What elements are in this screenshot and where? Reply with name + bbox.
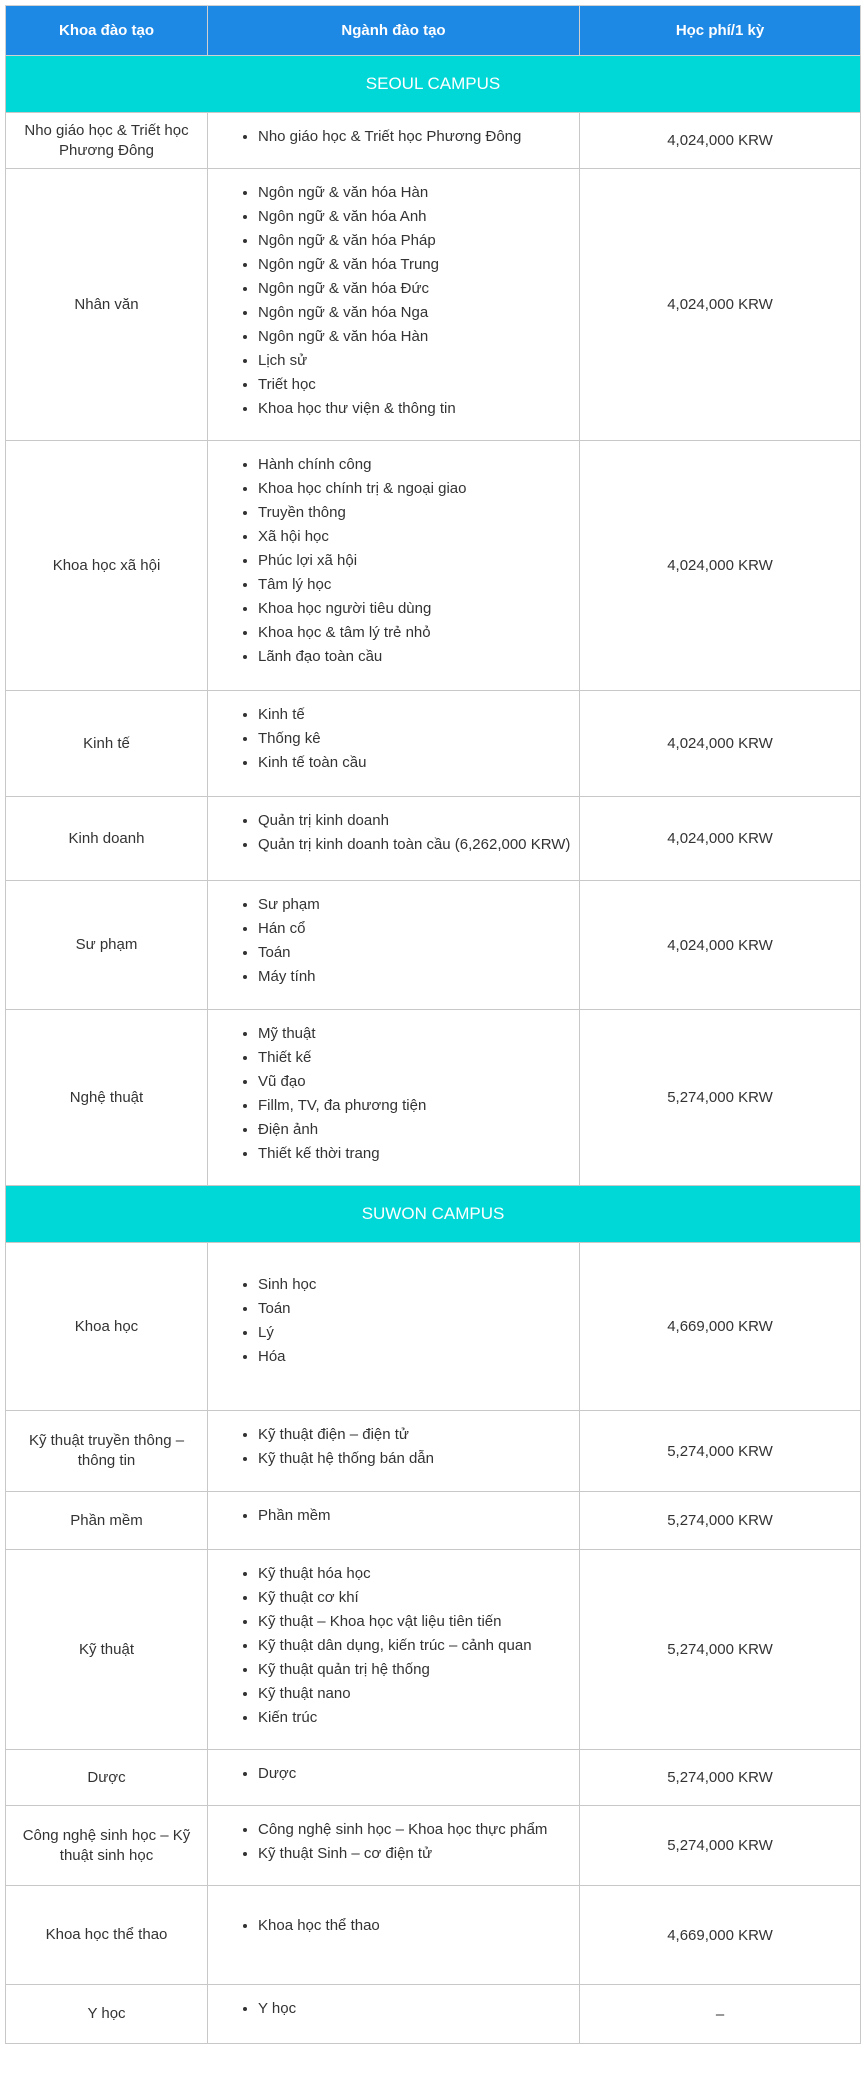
major-item: • Ngôn ngữ & văn hóa Đức — [258, 277, 579, 301]
major-item: • Thiết kế thời trang — [258, 1142, 579, 1166]
table-row — [6, 1010, 861, 1186]
faculty-cell: Nho giáo học & Triết học Phương Đông — [6, 113, 208, 169]
major-item: • Hành chính công — [258, 453, 579, 477]
fee-cell: 5,274,000 KRW — [580, 1550, 861, 1750]
table-row — [6, 1750, 861, 1806]
major-item: • Điện ảnh — [258, 1118, 579, 1142]
major-item: • Kỹ thuật – Khoa học vật liệu tiên tiến — [258, 1610, 579, 1634]
major-item: • Kỹ thuật điện – điện tử — [258, 1423, 579, 1447]
major-item: • Truyền thông — [258, 501, 579, 525]
table-row — [6, 1411, 861, 1492]
campus-row-seoul — [6, 56, 861, 113]
faculty-cell: Phần mềm — [6, 1492, 208, 1550]
table-row — [6, 1985, 861, 2044]
table-row — [6, 691, 861, 797]
fee-cell: 4,024,000 KRW — [580, 169, 861, 441]
fee-cell: 4,024,000 KRW — [580, 797, 861, 881]
majors-cell — [208, 1750, 580, 1806]
major-item: • Ngôn ngữ & văn hóa Anh — [258, 205, 579, 229]
fee-cell: 5,274,000 KRW — [580, 1411, 861, 1492]
fee-cell: – — [580, 1985, 861, 2044]
majors-cell — [208, 441, 580, 691]
table-row — [6, 169, 861, 441]
table-row — [6, 881, 861, 1010]
majors-cell — [208, 1411, 580, 1492]
major-item: • Thiết kế — [258, 1046, 579, 1070]
faculty-cell: Khoa học thể thao — [6, 1886, 208, 1985]
major-item: • Sinh học — [258, 1273, 579, 1297]
faculty-cell: Nhân văn — [6, 169, 208, 441]
table-row — [6, 1492, 861, 1550]
faculty-cell: Kỹ thuật truyền thông – thông tin — [6, 1411, 208, 1492]
tuition-table-container — [5, 5, 860, 2044]
majors-cell — [208, 1806, 580, 1886]
faculty-cell: Nghệ thuật — [6, 1010, 208, 1186]
majors-cell — [208, 881, 580, 1010]
faculty-cell: Khoa học — [6, 1243, 208, 1411]
majors-cell — [208, 691, 580, 797]
campus-label: SEOUL CAMPUS — [6, 56, 861, 113]
major-item: • Y học — [258, 1997, 579, 2021]
majors-cell — [208, 1492, 580, 1550]
major-item: • Phúc lợi xã hội — [258, 549, 579, 573]
major-item: • Khoa học thư viện & thông tin — [258, 397, 579, 421]
major-item: • Tâm lý học — [258, 573, 579, 597]
table-row — [6, 1550, 861, 1750]
major-item: • Kinh tế toàn cầu — [258, 751, 579, 775]
table-row — [6, 1806, 861, 1886]
major-item: • Vũ đạo — [258, 1070, 579, 1094]
major-item: • Khoa học & tâm lý trẻ nhỏ — [258, 621, 579, 645]
faculty-cell: Công nghệ sinh học – Kỹ thuật sinh học — [6, 1806, 208, 1886]
major-item: • Toán — [258, 941, 579, 965]
major-item: • Mỹ thuật — [258, 1022, 579, 1046]
major-item: • Khoa học chính trị & ngoại giao — [258, 477, 579, 501]
major-item: • Máy tính — [258, 965, 579, 989]
faculty-cell: Kỹ thuật — [6, 1550, 208, 1750]
majors-cell — [208, 1550, 580, 1750]
major-item: • Xã hội học — [258, 525, 579, 549]
major-item: • Quản trị kinh doanh toàn cầu (6,262,000 KRW) — [258, 833, 579, 857]
major-item: • Kỹ thuật nano — [258, 1682, 579, 1706]
fee-cell: 4,024,000 KRW — [580, 113, 861, 169]
fee-cell: 4,669,000 KRW — [580, 1886, 861, 1985]
fee-cell: 5,274,000 KRW — [580, 1750, 861, 1806]
table-row — [6, 441, 861, 691]
major-item: • Fillm, TV, đa phương tiện — [258, 1094, 579, 1118]
fee-cell: 5,274,000 KRW — [580, 1806, 861, 1886]
major-item: • Khoa học thể thao — [258, 1914, 579, 1938]
major-item: • Toán — [258, 1297, 579, 1321]
major-item: • Dược — [258, 1762, 579, 1786]
majors-cell — [208, 169, 580, 441]
fee-cell: 4,024,000 KRW — [580, 881, 861, 1010]
major-item: • Lịch sử — [258, 349, 579, 373]
major-item: • Kỹ thuật hóa học — [258, 1562, 579, 1586]
major-item: • Ngôn ngữ & văn hóa Trung — [258, 253, 579, 277]
major-item: • Lãnh đạo toàn cầu — [258, 645, 579, 669]
majors-cell — [208, 113, 580, 169]
major-item: • Kỹ thuật cơ khí — [258, 1586, 579, 1610]
majors-cell — [208, 1243, 580, 1411]
major-item: • Hán cổ — [258, 917, 579, 941]
faculty-cell: Kinh doanh — [6, 797, 208, 881]
faculty-cell: Sư phạm — [6, 881, 208, 1010]
fee-cell: 5,274,000 KRW — [580, 1492, 861, 1550]
tuition-table — [5, 5, 861, 2044]
majors-cell — [208, 1985, 580, 2044]
fee-cell: 4,669,000 KRW — [580, 1243, 861, 1411]
table-row — [6, 797, 861, 881]
major-item: • Kỹ thuật dân dụng, kiến trúc – cảnh quan — [258, 1634, 579, 1658]
faculty-cell: Kinh tế — [6, 691, 208, 797]
table-row — [6, 1243, 861, 1411]
major-item: • Kỹ thuật quản trị hệ thống — [258, 1658, 579, 1682]
campus-row-suwon — [6, 1186, 861, 1243]
table-row — [6, 113, 861, 169]
fee-cell: 5,274,000 KRW — [580, 1010, 861, 1186]
majors-cell — [208, 1886, 580, 1985]
fee-cell: 4,024,000 KRW — [580, 441, 861, 691]
major-item: • Ngôn ngữ & văn hóa Hàn — [258, 325, 579, 349]
major-item: • Thống kê — [258, 727, 579, 751]
major-item: • Kỹ thuật Sinh – cơ điện tử — [258, 1842, 579, 1866]
fee-cell: 4,024,000 KRW — [580, 691, 861, 797]
header-tuition: Học phí/1 kỳ — [580, 6, 861, 56]
major-item: • Quản trị kinh doanh — [258, 809, 579, 833]
majors-cell — [208, 1010, 580, 1186]
table-header-row — [6, 6, 861, 56]
major-item: • Ngôn ngữ & văn hóa Nga — [258, 301, 579, 325]
major-item: • Ngôn ngữ & văn hóa Hàn — [258, 181, 579, 205]
major-item: • Khoa học người tiêu dùng — [258, 597, 579, 621]
major-item: • Triết học — [258, 373, 579, 397]
header-majors: Ngành đào tạo — [208, 6, 580, 56]
majors-cell — [208, 797, 580, 881]
campus-label: SUWON CAMPUS — [6, 1186, 861, 1243]
major-item: • Kỹ thuật hệ thống bán dẫn — [258, 1447, 579, 1471]
major-item: • Hóa — [258, 1345, 579, 1369]
major-item: • Công nghệ sinh học – Khoa học thực phẩm — [258, 1818, 579, 1842]
major-item: • Kinh tế — [258, 703, 579, 727]
table-row — [6, 1886, 861, 1985]
major-item: • Sư phạm — [258, 893, 579, 917]
major-item: • Nho giáo học & Triết học Phương Đông — [258, 125, 579, 149]
major-item: • Kiến trúc — [258, 1706, 579, 1730]
major-item: • Lý — [258, 1321, 579, 1345]
faculty-cell: Khoa học xã hội — [6, 441, 208, 691]
major-item: • Phần mềm — [258, 1504, 579, 1528]
faculty-cell: Dược — [6, 1750, 208, 1806]
faculty-cell: Y học — [6, 1985, 208, 2044]
header-faculty: Khoa đào tạo — [6, 6, 208, 56]
major-item: • Ngôn ngữ & văn hóa Pháp — [258, 229, 579, 253]
